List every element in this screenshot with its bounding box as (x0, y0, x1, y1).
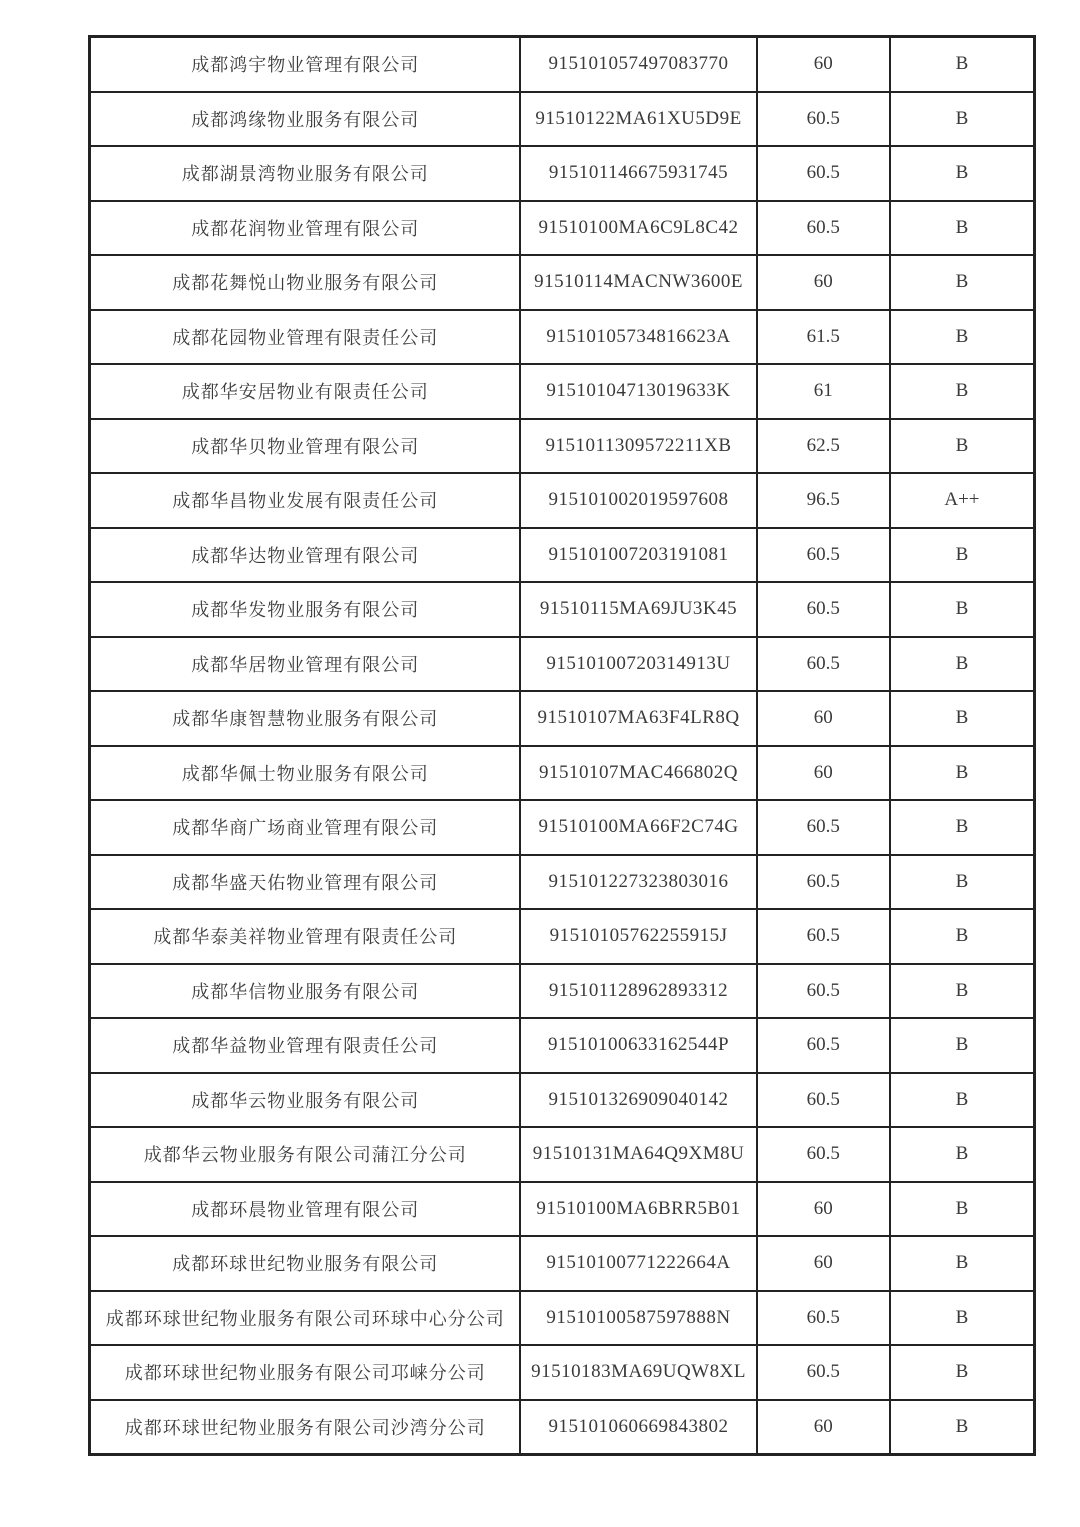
rating-cell: B (890, 855, 1035, 910)
name-cell: 成都华昌物业发展有限责任公司 (90, 473, 521, 528)
score-cell: 60 (757, 1400, 890, 1455)
rating-cell: B (890, 909, 1035, 964)
code-cell: 915101007203191081 (520, 528, 756, 583)
name-cell: 成都华贝物业管理有限公司 (90, 419, 521, 474)
code-cell: 91510104713019633K (520, 364, 756, 419)
rating-cell: B (890, 255, 1035, 310)
score-cell: 60.5 (757, 637, 890, 692)
code-cell: 915101128962893312 (520, 964, 756, 1019)
score-cell: 62.5 (757, 419, 890, 474)
code-cell: 91510100MA6BRR5B01 (520, 1182, 756, 1237)
name-cell: 成都花润物业管理有限公司 (90, 201, 521, 256)
name-cell: 成都湖景湾物业服务有限公司 (90, 146, 521, 201)
table-row (90, 1400, 1035, 1455)
code-cell: 91510100720314913U (520, 637, 756, 692)
table-row (90, 746, 1035, 801)
name-cell: 成都环晨物业管理有限公司 (90, 1182, 521, 1237)
rating-cell: B (890, 201, 1035, 256)
rating-cell: B (890, 1073, 1035, 1128)
name-cell: 成都环球世纪物业服务有限公司 (90, 1236, 521, 1291)
name-cell: 成都华居物业管理有限公司 (90, 637, 521, 692)
name-cell: 成都华达物业管理有限公司 (90, 528, 521, 583)
score-cell: 60.5 (757, 1073, 890, 1128)
name-cell: 成都环球世纪物业服务有限公司沙湾分公司 (90, 1400, 521, 1455)
table-row (90, 1236, 1035, 1291)
name-cell: 成都环球世纪物业服务有限公司邛崃分公司 (90, 1345, 521, 1400)
table-row (90, 800, 1035, 855)
score-cell: 60.5 (757, 582, 890, 637)
table-body (90, 37, 1035, 1455)
rating-cell: B (890, 800, 1035, 855)
rating-cell: B (890, 364, 1035, 419)
table-row (90, 637, 1035, 692)
name-cell: 成都花园物业管理有限责任公司 (90, 310, 521, 365)
score-cell: 60.5 (757, 909, 890, 964)
score-cell: 60.5 (757, 855, 890, 910)
name-cell: 成都鸿缘物业服务有限公司 (90, 92, 521, 147)
table-row (90, 473, 1035, 528)
rating-cell: B (890, 419, 1035, 474)
rating-cell: B (890, 310, 1035, 365)
rating-cell: B (890, 1291, 1035, 1346)
code-cell: 915101146675931745 (520, 146, 756, 201)
score-cell: 60 (757, 1182, 890, 1237)
score-cell: 60.5 (757, 800, 890, 855)
table-row (90, 1073, 1035, 1128)
score-cell: 60 (757, 255, 890, 310)
table-row (90, 528, 1035, 583)
name-cell: 成都华佩士物业服务有限公司 (90, 746, 521, 801)
code-cell: 91510100633162544P (520, 1018, 756, 1073)
code-cell: 9151011309572211XB (520, 419, 756, 474)
score-cell: 60.5 (757, 146, 890, 201)
score-cell: 61.5 (757, 310, 890, 365)
code-cell: 915101002019597608 (520, 473, 756, 528)
rating-cell: B (890, 582, 1035, 637)
table-row (90, 1182, 1035, 1237)
code-cell: 915101227323803016 (520, 855, 756, 910)
name-cell: 成都华云物业服务有限公司蒲江分公司 (90, 1127, 521, 1182)
score-cell: 60.5 (757, 964, 890, 1019)
code-cell: 91510122MA61XU5D9E (520, 92, 756, 147)
code-cell: 91510107MAC466802Q (520, 746, 756, 801)
rating-cell: B (890, 1236, 1035, 1291)
score-cell: 60.5 (757, 92, 890, 147)
code-cell: 91510107MA63F4LR8Q (520, 691, 756, 746)
code-cell: 915101057497083770 (520, 37, 756, 92)
name-cell: 成都环球世纪物业服务有限公司环球中心分公司 (90, 1291, 521, 1346)
company-rating-table (88, 35, 1036, 1456)
name-cell: 成都华盛天佑物业管理有限公司 (90, 855, 521, 910)
code-cell: 915101060669843802 (520, 1400, 756, 1455)
rating-cell: B (890, 637, 1035, 692)
code-cell: 91510100587597888N (520, 1291, 756, 1346)
table-row (90, 1127, 1035, 1182)
name-cell: 成都花舞悦山物业服务有限公司 (90, 255, 521, 310)
table-row (90, 582, 1035, 637)
table-row (90, 201, 1035, 256)
table-row (90, 909, 1035, 964)
rating-cell: B (890, 746, 1035, 801)
code-cell: 91510183MA69UQW8XL (520, 1345, 756, 1400)
rating-cell: A++ (890, 473, 1035, 528)
code-cell: 91510105734816623A (520, 310, 756, 365)
name-cell: 成都华发物业服务有限公司 (90, 582, 521, 637)
score-cell: 60.5 (757, 201, 890, 256)
rating-cell: B (890, 1182, 1035, 1237)
table-row (90, 691, 1035, 746)
score-cell: 60.5 (757, 1018, 890, 1073)
name-cell: 成都华益物业管理有限责任公司 (90, 1018, 521, 1073)
rating-cell: B (890, 1127, 1035, 1182)
rating-cell: B (890, 1018, 1035, 1073)
table-row (90, 1018, 1035, 1073)
table-row (90, 92, 1035, 147)
rating-cell: B (890, 146, 1035, 201)
table-row (90, 255, 1035, 310)
score-cell: 60 (757, 691, 890, 746)
table-row (90, 146, 1035, 201)
table-row (90, 310, 1035, 365)
code-cell: 91510105762255915J (520, 909, 756, 964)
score-cell: 60.5 (757, 528, 890, 583)
rating-cell: B (890, 528, 1035, 583)
code-cell: 91510100771222664A (520, 1236, 756, 1291)
name-cell: 成都华商广场商业管理有限公司 (90, 800, 521, 855)
name-cell: 成都鸿宇物业管理有限公司 (90, 37, 521, 92)
score-cell: 60 (757, 1236, 890, 1291)
score-cell: 60.5 (757, 1345, 890, 1400)
rating-cell: B (890, 92, 1035, 147)
score-cell: 60.5 (757, 1127, 890, 1182)
table-row (90, 37, 1035, 92)
name-cell: 成都华云物业服务有限公司 (90, 1073, 521, 1128)
rating-cell: B (890, 37, 1035, 92)
table-row (90, 964, 1035, 1019)
table-row (90, 419, 1035, 474)
table-row (90, 1291, 1035, 1346)
code-cell: 91510115MA69JU3K45 (520, 582, 756, 637)
name-cell: 成都华泰美祥物业管理有限责任公司 (90, 909, 521, 964)
company-rating-table-wrap (88, 35, 1036, 1456)
rating-cell: B (890, 1345, 1035, 1400)
name-cell: 成都华安居物业有限责任公司 (90, 364, 521, 419)
code-cell: 915101326909040142 (520, 1073, 756, 1128)
score-cell: 96.5 (757, 473, 890, 528)
code-cell: 91510100MA6C9L8C42 (520, 201, 756, 256)
table-row (90, 855, 1035, 910)
table-row (90, 364, 1035, 419)
name-cell: 成都华康智慧物业服务有限公司 (90, 691, 521, 746)
code-cell: 91510114MACNW3600E (520, 255, 756, 310)
code-cell: 91510131MA64Q9XM8U (520, 1127, 756, 1182)
table-row (90, 1345, 1035, 1400)
score-cell: 61 (757, 364, 890, 419)
score-cell: 60 (757, 37, 890, 92)
rating-cell: B (890, 964, 1035, 1019)
rating-cell: B (890, 691, 1035, 746)
rating-cell: B (890, 1400, 1035, 1455)
code-cell: 91510100MA66F2C74G (520, 800, 756, 855)
name-cell: 成都华信物业服务有限公司 (90, 964, 521, 1019)
score-cell: 60.5 (757, 1291, 890, 1346)
score-cell: 60 (757, 746, 890, 801)
